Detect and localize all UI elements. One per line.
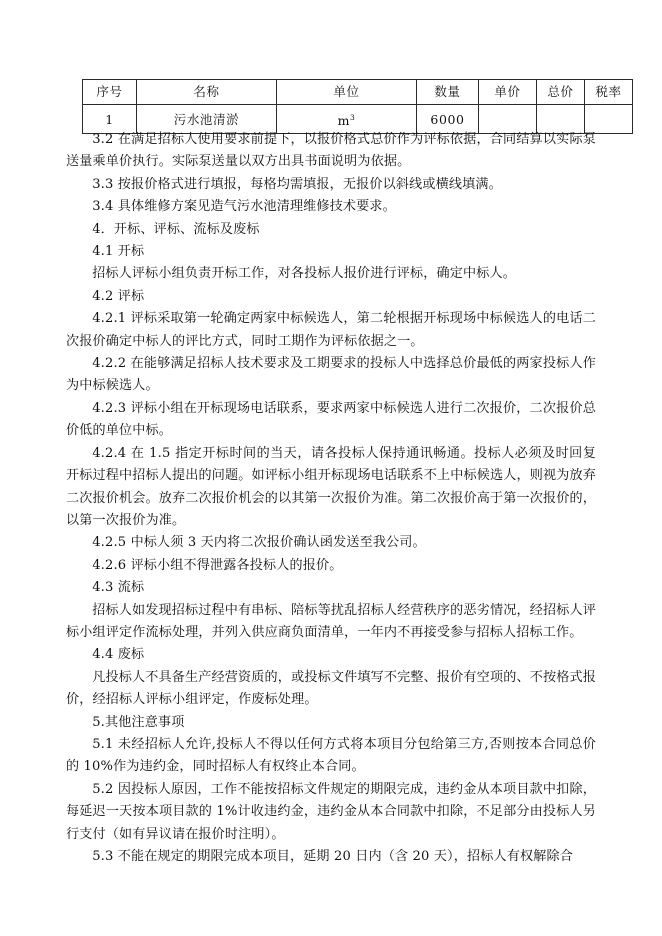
- paragraph-4-2-3: 4.2.3 评标小组在开标现场电话联系，要求两家中标候选人进行二次报价，二次报价总价低的单位中标。: [66, 400, 596, 439]
- paragraph-4-1-body: 招标人评标小组负责开标工作，对各投标人报价进行评标，确定中标人。: [92, 266, 516, 282]
- cell-name: 污水池清淤: [137, 105, 277, 134]
- paragraph-3-2: 3.2 在满足招标人使用要求前提下，以报价格式总价作为评标依据，合同结算以实际泵送量乘单价执行。实际泵送量以双方出具书面说明为依据。: [66, 132, 596, 170]
- paragraph-3-4: 3.4 具体维修方案见造气污水池清理维修技术要求。: [92, 199, 396, 215]
- heading-4: 4．开标、评标、流标及废标: [92, 221, 260, 237]
- cell-no: 1: [83, 105, 137, 134]
- heading-4-3: 4.3 流标: [92, 580, 145, 596]
- bid-quotation-table: [82, 79, 633, 134]
- paragraph-5-3: 5.3 不能在规定的期限完成本项目，延期 20 日内（含 20 天），招标人有权解除合: [92, 849, 573, 864]
- table-header-quantity: 数量: [417, 80, 479, 105]
- table-header-tax-rate: 税率: [585, 80, 633, 105]
- heading-5: 5.其他注意事项: [92, 714, 185, 730]
- table-header-name: 名称: [137, 80, 277, 105]
- table-header-unit-price: 单价: [479, 80, 537, 105]
- table-header-unit: 单位: [277, 80, 417, 105]
- paragraph-4-2-1: 4.2.1 评标采取第一轮确定两家中标候选人，第二轮根据开标现场中标候选人的电话二次报价确定中标人的评比方式，同时工期作为评标依据之一。: [66, 311, 596, 349]
- cell-quantity: 6000: [417, 105, 479, 134]
- paragraph-4-3-body: 招标人如发现招标过程中有串标、陪标等扰乱招标人经营秩序的恶劣情况，经招标人评标小组评定作流标处理，并列入供应商负面清单，一年内不再接受参与招标人招标工作。: [66, 602, 596, 640]
- table-header-row: [83, 80, 633, 105]
- heading-4-1: 4.1 开标: [92, 244, 145, 260]
- heading-4-2: 4.2 评标: [92, 288, 145, 304]
- paragraph-4-2-6: 4.2.6 评标小组不得泄露各投标人的报价。: [92, 557, 343, 573]
- paragraph-5-2: 5.2 因投标人原因，工作不能按招标文件规定的期限完成，违约金从本项目款中扣除，每延迟一天按本项目款的 1%计收违约金，违约金从本合同款中扣除，不足部分由投标人另行支付（如有异议请在报价时注明）。: [66, 781, 596, 842]
- paragraph-5-1: 5.1 未经招标人允许,投标人不得以任何方式将本项目分包给第三方,否则按本合同总价的 10%作为违约金，同时招标人有权终止本合同。: [66, 736, 596, 775]
- paragraph-4-2-2: 4.2.2 在能够满足招标人技术要求及工期要求的投标人中选择总价最低的两家投标人作为中标候选人。: [66, 356, 596, 394]
- unit-exponent: 3: [350, 113, 356, 122]
- paragraph-3-3: 3.3 按报价格式进行填报，每格均需填报，无报价以斜线或横线填满。: [92, 176, 502, 192]
- table-header-total-price: 总价: [537, 80, 585, 105]
- paragraph-4-2-4: 4.2.4 在 1.5 指定开标时间的当天，请各投标人保持通讯畅通。投标人必须及时回复开标过程中招标人提出的问题。如评标小组开标现场电话联系不上中标候选人，则视为放弃二次报价机会。放弃二次报价机会的以其第一次报价为准。第二次报价高于第一次报价的，以第一次报价为准。: [66, 445, 596, 528]
- unit-base: m: [337, 113, 351, 129]
- paragraph-4-4-body: 凡投标人不具备生产经营资质的，或投标文件填写不完整、报价有空项的、不按格式报价，经招标人评标小组评定，作废标处理。: [66, 669, 596, 708]
- bid-quotation-table-container: [82, 79, 622, 134]
- paragraph-4-2-5: 4.2.5 中标人须 3 天内将二次报价确认函发送至我公司。: [92, 535, 426, 551]
- table-header-no: 序号: [83, 80, 137, 105]
- document-body: [66, 129, 596, 868]
- heading-4-4: 4.4 废标: [92, 647, 145, 663]
